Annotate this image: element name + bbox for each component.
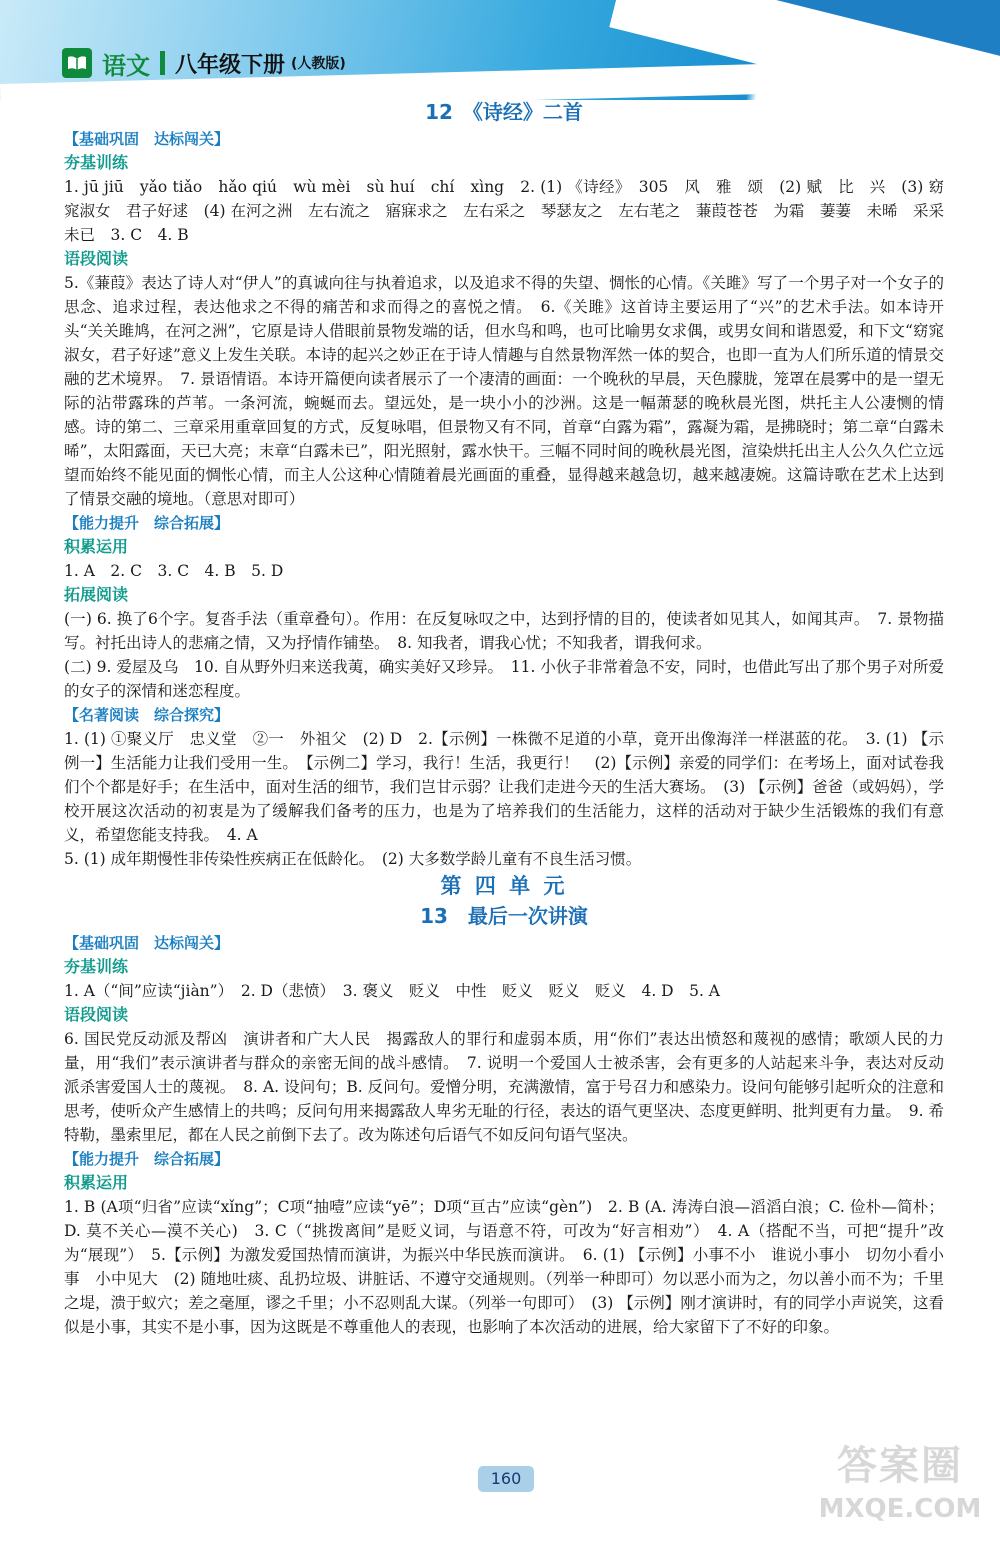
header-divider — [160, 51, 165, 75]
book-icon — [62, 48, 92, 78]
lesson-title: 13 最后一次讲演 — [420, 904, 588, 928]
page-number: 160 — [478, 1466, 534, 1492]
answer-paragraph: 6. 国民党反动派及帮凶 演讲者和广大人民 揭露敌人的罪行和虚弱本质，用“你们”表达出愤怒和蔑视的感情；歌颂人民的力量，用“我们”表示演讲者与群众的亲密无间的战斗感情。 7. 说明一个爱国人士被杀害，会有更多的人站起来斗争，表达对反动派杀害爱国人士的蔑视。 8. A. 设问句；B. 反问句。爱憎分明，充满激情，富于号召力和感染力。设问句能够引起听众的注意和思考，使听众产生感情上的共鸣；反问句用来揭露敌人卑劣无耻的行径，表达的语气更坚决、态度更鲜明、批判更有力量。 9. 希特勒，墨索里尼，都在人民之前倒下去了。改为陈述句后语气不如反问句语气坚决。 — [64, 1030, 944, 1144]
lesson-title: 12 《诗经》二首 — [425, 100, 583, 124]
subsection-heading: 拓展阅读 — [64, 585, 129, 604]
answer-paragraph: 1. B (A项“归省”应读“xǐng”；C项“抽噎”应读“yē”；D项“亘古”应读“gèn”) 2. B (A. 涛涛白浪—滔滔白浪；C. 俭朴—简朴；D. 莫不关心—漠不关心) 3. C（“挑拨离间”是贬义词，与语意不符，可改为“好言相劝”） 4. A（搭配不当，可把“提升”改为“展现”） 5.【示例】为激发爱国热情而演讲，为振兴中华民族而演讲。 6. (1) 【示例】小事不小 谁说小事小 切勿小看小事 小中见大 (2) 随地吐痰、乱扔垃圾、讲脏话、不遵守交通规则。（列举一种即可）勿以恶小而为之，勿以善小而不为；千里之堤，溃于蚁穴；差之毫厘，谬之千里；小不忍则乱大谋。（列举一句即可） (3) 【示例】刚才演讲时，有的同学小声说笑，这看似是小事，其实不是小事，因为这既是不尊重他人的表现，也影响了本次活动的进展，给大家留下了不好的印象。 — [64, 1198, 944, 1336]
answer-paragraph: 1. A 2. C 3. C 4. B 5. D — [64, 562, 284, 580]
subsection-heading: 语段阅读 — [64, 1005, 129, 1024]
watermark-text: 答案圈 — [837, 1443, 963, 1489]
subject-label: 语文 — [102, 51, 150, 80]
answer-paragraph: 1. A（“间”应读“jiàn”） 2. D（悲愤） 3. 褒义 贬义 中性 贬义 贬义 贬义 4. D 5. A — [64, 982, 721, 1000]
grade-label: 八年级下册 — [175, 52, 286, 78]
answer-paragraph: 5.《蒹葭》表达了诗人对“伊人”的真诚向往与执着追求，以及追求不得的失望、惆怅的心情。《关雎》写了一个男子对一个女子的思念、追求过程，表达他求之不得的痛苦和求而得之的喜悦之情。 6.《关雎》这首诗主要运用了“兴”的艺术手法。如本诗开头“关关雎鸠，在河之洲”，它原是诗人借眼前景物发端的话，但水鸟和鸣，也可比喻男女求偶，或男女间和谐恩爱，和下文“窈窕淑女，君子好逑”意义上发生关联。本诗的起兴之妙正在于诗人情趣与自然景物浑然一体的契合，也即一直为人们所乐道的情景交融的艺术境界。 7. 景语情语。本诗开篇便向读者展示了一个凄清的画面：一个晚秋的早晨，天色朦胧，笼罩在晨雾中的是一望无际的沾带露珠的芦苇。一条河流，蜿蜒而去。望远处，是一块小小的沙洲。这是一幅萧瑟的晚秋晨光图，烘托主人公凄恻的情感。诗的第二、三章采用重章回复的方式，反复咏唱，但景物又有不同，首章“白露为霜”，露凝为霜，是拂晓时；第二章“白露未晞”，太阳露面，天已大亮；末章“白露未已”，阳光照射，露水快干。三幅不同时间的晚秋晨光图，渲染烘托出主人公久久伫立远望而始终不能见面的惆怅心情，而主人公这种心情随着晨光画面的重叠，显得越来越急切，越来越凄婉。这篇诗歌在艺术上达到了情景交融的境地。（意思对即可） — [64, 274, 944, 508]
edition-label: (人教版) — [291, 56, 346, 72]
watermark-url: MXQE.COM — [818, 1494, 982, 1524]
answer-paragraph: 1. (1) ①聚义厅 忠义堂 ②一 外祖父 (2) D 2.【示例】一株微不足道的小草，竟开出像海洋一样湛蓝的花。 3. (1) 【示例一】生活能力让我们受用一生。 【示例二】学习，我行！生活，我更行！ (2)【示例】亲爱的同学们：在考场上，面对试卷我们个个都是好手；在生活中，面对生活的细节，我们岂甘示弱？让我们走进今天的生活大赛场。 (3) 【示例】爸爸（或妈妈），学校开展这次活动的初衷是为了缓解我们备考的压力，也是为了培养我们的生活能力，这样的活动对于缺少生活锻炼的我们有意义，希望您能支持我。 4. A — [64, 730, 944, 844]
subsection-heading: 积累运用 — [64, 1173, 129, 1192]
subsection-heading: 夯基训练 — [64, 153, 129, 172]
answer-content — [64, 97, 960, 1339]
watermark — [810, 1440, 990, 1536]
subsection-heading: 积累运用 — [64, 537, 129, 556]
section-tag: 【名著阅读 综合探究】 — [64, 706, 230, 724]
answer-paragraph: 1. jū jiū yǎo tiǎo hǎo qiú wù mèi sù huí chí xìng 2. (1) 《诗经》 305 风 雅 颂 (2) 赋 比 兴 (3) 窈窕淑女 君子好逑 (4) 在河之洲 左右流之 寤寐求之 左右采之 琴瑟友之 左右芼之 蒹葭苍苍 为霜 萋萋 未晞 采采 未已 3. C 4. B — [64, 178, 960, 244]
section-tag: 【能力提升 综合拓展】 — [64, 514, 230, 532]
subsection-heading: 语段阅读 — [64, 249, 129, 268]
answer-paragraph: (一) 6. 换了6个字。复沓手法（重章叠句）。作用：在反复咏叹之中，达到抒情的目的，使读者如见其人，如闻其声。 7. 景物描写。衬托出诗人的悲痛之情，又为抒情作铺垫。 8. 知我者，谓我心忧；不知我者，谓我何求。 — [64, 610, 944, 652]
answer-paragraph: 5. (1) 成年期慢性非传染性疾病正在低龄化。 (2) 大多数学龄儿童有不良生活习惯。 — [64, 850, 642, 868]
answer-paragraph: (二) 9. 爱屋及乌 10. 自从野外归来送我荑，确实美好又珍异。 11. 小伙子非常着急不安，同时，也借此写出了那个男子对所爱的女子的深情和迷恋程度。 — [64, 658, 944, 700]
header — [62, 46, 346, 80]
section-tag: 【基础巩固 达标闯关】 — [64, 934, 230, 952]
subsection-heading: 夯基训练 — [64, 957, 129, 976]
unit-title: 第 四 单 元 — [440, 874, 568, 898]
section-tag: 【能力提升 综合拓展】 — [64, 1150, 230, 1168]
section-tag: 【基础巩固 达标闯关】 — [64, 130, 230, 148]
